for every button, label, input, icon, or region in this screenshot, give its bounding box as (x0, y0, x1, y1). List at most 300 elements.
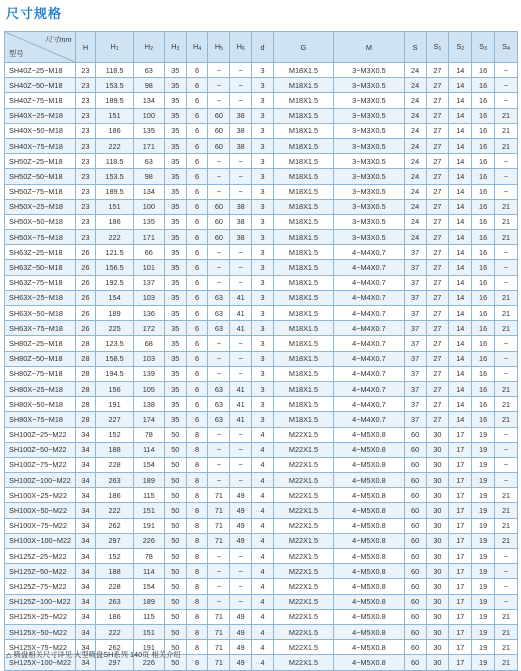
value-cell: 19 (472, 457, 495, 472)
model-cell: SH50X−50−M18 (5, 214, 76, 229)
value-cell: 8 (186, 609, 208, 624)
value-cell: 4 (252, 503, 274, 518)
value-cell: − (208, 564, 230, 579)
value-cell: 28 (75, 366, 96, 381)
value-cell: 8 (186, 442, 208, 457)
table-row (5, 306, 518, 321)
table-row (5, 245, 518, 260)
value-cell: 35 (164, 184, 186, 199)
column-header (96, 32, 133, 63)
value-cell: 14 (449, 397, 472, 412)
value-cell: 30 (426, 609, 449, 624)
value-cell: 16 (472, 336, 495, 351)
value-cell: 27 (426, 381, 449, 396)
value-cell: 14 (449, 336, 472, 351)
model-cell: SH125X−50−M22 (5, 624, 76, 639)
value-cell: M22X1.5 (273, 609, 333, 624)
value-cell: 24 (404, 169, 426, 184)
value-cell: 30 (426, 655, 449, 670)
table-row (5, 138, 518, 153)
value-cell: 34 (75, 655, 96, 670)
value-cell: 14 (449, 290, 472, 305)
value-cell: − (230, 184, 252, 199)
value-cell: 50 (164, 579, 186, 594)
model-cell: SH100Z−50−M22 (5, 442, 76, 457)
value-cell: 4 (252, 579, 274, 594)
value-cell: M18X1.5 (273, 321, 333, 336)
value-cell: 4−M5X0.8 (334, 427, 405, 442)
column-header (273, 32, 333, 63)
column-header-base: d (260, 42, 265, 52)
value-cell: M18X1.5 (273, 214, 333, 229)
value-cell: − (495, 245, 518, 260)
model-cell: SH125Z−50−M22 (5, 564, 76, 579)
value-cell: 297 (96, 655, 133, 670)
value-cell: M18X1.5 (273, 397, 333, 412)
value-cell: 16 (472, 397, 495, 412)
model-cell: SH125Z−75−M22 (5, 579, 76, 594)
value-cell: 37 (404, 321, 426, 336)
value-cell: 50 (164, 427, 186, 442)
value-cell: 174 (133, 412, 164, 427)
column-header-subscript: 2 (150, 46, 153, 52)
model-cell: SH100Z−100−M22 (5, 473, 76, 488)
value-cell: 3 (252, 412, 274, 427)
value-cell: 222 (96, 624, 133, 639)
value-cell: 4−M5X0.8 (334, 442, 405, 457)
value-cell: 21 (495, 381, 518, 396)
value-cell: 34 (75, 533, 96, 548)
value-cell: 186 (96, 488, 133, 503)
value-cell: 263 (96, 594, 133, 609)
value-cell: 34 (75, 549, 96, 564)
value-cell: 4 (252, 473, 274, 488)
value-cell: 21 (495, 290, 518, 305)
value-cell: 186 (96, 123, 133, 138)
value-cell: 19 (472, 655, 495, 670)
value-cell: M22X1.5 (273, 579, 333, 594)
value-cell: 118.5 (96, 154, 133, 169)
model-cell: SH40X−75−M18 (5, 138, 76, 153)
value-cell: 71 (208, 488, 230, 503)
value-cell: 30 (426, 518, 449, 533)
value-cell: − (495, 579, 518, 594)
value-cell: 23 (75, 108, 96, 123)
value-cell: 4−M5X0.8 (334, 640, 405, 655)
value-cell: 35 (164, 321, 186, 336)
value-cell: 4 (252, 427, 274, 442)
value-cell: 171 (133, 138, 164, 153)
value-cell: 21 (495, 123, 518, 138)
value-cell: 8 (186, 427, 208, 442)
value-cell: M22X1.5 (273, 427, 333, 442)
value-cell: 27 (426, 306, 449, 321)
value-cell: 4−M5X0.8 (334, 624, 405, 639)
value-cell: 151 (133, 503, 164, 518)
value-cell: 21 (495, 503, 518, 518)
value-cell: 8 (186, 564, 208, 579)
column-header (495, 32, 518, 63)
value-cell: 189.5 (96, 93, 133, 108)
value-cell: 3−M3X0.5 (334, 78, 405, 93)
value-cell: 4−M4X0.7 (334, 275, 405, 290)
value-cell: 27 (426, 154, 449, 169)
value-cell: 14 (449, 214, 472, 229)
column-header-base: S (502, 42, 508, 51)
value-cell: 60 (404, 442, 426, 457)
column-header (334, 32, 405, 63)
value-cell: 19 (472, 609, 495, 624)
value-cell: 228 (96, 579, 133, 594)
value-cell: − (208, 549, 230, 564)
value-cell: 37 (404, 351, 426, 366)
value-cell: 60 (208, 230, 230, 245)
value-cell: 4−M5X0.8 (334, 549, 405, 564)
value-cell: 34 (75, 640, 96, 655)
value-cell: 16 (472, 290, 495, 305)
value-cell: 3−M3X0.5 (334, 108, 405, 123)
value-cell: 14 (449, 260, 472, 275)
column-header-base: H (236, 42, 242, 51)
value-cell: 98 (133, 169, 164, 184)
value-cell: 35 (164, 214, 186, 229)
value-cell: 4−M5X0.8 (334, 488, 405, 503)
value-cell: 38 (230, 108, 252, 123)
value-cell: 14 (449, 351, 472, 366)
value-cell: − (230, 594, 252, 609)
value-cell: 50 (164, 503, 186, 518)
value-cell: 17 (449, 488, 472, 503)
value-cell: 63 (133, 154, 164, 169)
value-cell: 37 (404, 275, 426, 290)
column-header-subscript: 3 (484, 46, 487, 52)
value-cell: − (495, 549, 518, 564)
value-cell: 19 (472, 549, 495, 564)
footnote: △ 吸盘相关尺寸详见 大型吸盘SH系列 140页 相关介绍 (6, 650, 181, 659)
value-cell: 50 (164, 549, 186, 564)
value-cell: 30 (426, 457, 449, 472)
value-cell: 6 (186, 199, 208, 214)
column-header-subscript: 3 (176, 46, 180, 52)
header-row (5, 32, 518, 63)
value-cell: 16 (472, 275, 495, 290)
value-cell: 34 (75, 579, 96, 594)
value-cell: 17 (449, 503, 472, 518)
table-row (5, 123, 518, 138)
value-cell: 14 (449, 381, 472, 396)
value-cell: 14 (449, 169, 472, 184)
value-cell: − (208, 457, 230, 472)
value-cell: 3 (252, 138, 274, 153)
value-cell: 14 (449, 78, 472, 93)
value-cell: 6 (186, 138, 208, 153)
value-cell: 71 (208, 624, 230, 639)
value-cell: 14 (449, 230, 472, 245)
value-cell: 60 (404, 624, 426, 639)
unit-label: 尺寸mm (44, 35, 72, 44)
value-cell: 14 (449, 199, 472, 214)
table-row (5, 93, 518, 108)
value-cell: M18X1.5 (273, 138, 333, 153)
value-cell: 71 (208, 640, 230, 655)
value-cell: 60 (404, 655, 426, 670)
value-cell: 19 (472, 594, 495, 609)
value-cell: 60 (404, 488, 426, 503)
model-cell: SH63Z−50−M18 (5, 260, 76, 275)
value-cell: − (495, 169, 518, 184)
value-cell: 35 (164, 275, 186, 290)
value-cell: 17 (449, 533, 472, 548)
value-cell: M22X1.5 (273, 594, 333, 609)
value-cell: 3 (252, 321, 274, 336)
value-cell: 50 (164, 442, 186, 457)
value-cell: 16 (472, 412, 495, 427)
value-cell: 4−M5X0.8 (334, 533, 405, 548)
value-cell: 154 (133, 457, 164, 472)
value-cell: 24 (404, 214, 426, 229)
value-cell: 4−M4X0.7 (334, 321, 405, 336)
value-cell: 14 (449, 321, 472, 336)
value-cell: 60 (404, 564, 426, 579)
value-cell: M18X1.5 (273, 351, 333, 366)
value-cell: 98 (133, 78, 164, 93)
value-cell: 188 (96, 564, 133, 579)
table-row (5, 366, 518, 381)
value-cell: 8 (186, 518, 208, 533)
value-cell: 135 (133, 123, 164, 138)
column-header-subscript: 1 (438, 46, 442, 52)
value-cell: M18X1.5 (273, 123, 333, 138)
value-cell: 14 (449, 275, 472, 290)
model-cell: SH80X−75−M18 (5, 412, 76, 427)
value-cell: 24 (404, 93, 426, 108)
value-cell: 172 (133, 321, 164, 336)
value-cell: 4−M4X0.7 (334, 366, 405, 381)
value-cell: 30 (426, 564, 449, 579)
value-cell: 49 (230, 533, 252, 548)
value-cell: 3 (252, 397, 274, 412)
value-cell: 26 (75, 245, 96, 260)
value-cell: 6 (186, 93, 208, 108)
value-cell: 3−M3X0.5 (334, 93, 405, 108)
value-cell: 49 (230, 518, 252, 533)
value-cell: M18X1.5 (273, 260, 333, 275)
value-cell: 156 (96, 381, 133, 396)
value-cell: 16 (472, 138, 495, 153)
value-cell: 66 (133, 245, 164, 260)
value-cell: 23 (75, 78, 96, 93)
value-cell: − (495, 457, 518, 472)
table-row (5, 108, 518, 123)
value-cell: 30 (426, 442, 449, 457)
value-cell: 263 (96, 473, 133, 488)
value-cell: 37 (404, 397, 426, 412)
value-cell: 191 (133, 640, 164, 655)
value-cell: 24 (404, 199, 426, 214)
value-cell: 16 (472, 93, 495, 108)
value-cell: 189 (133, 473, 164, 488)
value-cell: 16 (472, 351, 495, 366)
value-cell: 27 (426, 199, 449, 214)
column-header (133, 32, 164, 63)
value-cell: 49 (230, 609, 252, 624)
table-row (5, 230, 518, 245)
value-cell: 188 (96, 442, 133, 457)
table-row (5, 594, 518, 609)
value-cell: 50 (164, 655, 186, 670)
value-cell: 6 (186, 290, 208, 305)
value-cell: 226 (133, 655, 164, 670)
value-cell: 27 (426, 366, 449, 381)
value-cell: 34 (75, 564, 96, 579)
value-cell: 34 (75, 488, 96, 503)
value-cell: 35 (164, 290, 186, 305)
value-cell: 19 (472, 640, 495, 655)
value-cell: 35 (164, 230, 186, 245)
column-header-base: S (456, 42, 462, 51)
value-cell: 6 (186, 366, 208, 381)
value-cell: 50 (164, 624, 186, 639)
table-row (5, 518, 518, 533)
value-cell: 4 (252, 655, 274, 670)
value-cell: 151 (96, 108, 133, 123)
value-cell: 14 (449, 93, 472, 108)
value-cell: − (495, 351, 518, 366)
value-cell: − (208, 336, 230, 351)
value-cell: − (208, 184, 230, 199)
value-cell: 3 (252, 63, 274, 78)
value-cell: 6 (186, 230, 208, 245)
value-cell: 21 (495, 655, 518, 670)
model-cell: SH63Z−75−M18 (5, 275, 76, 290)
value-cell: 19 (472, 473, 495, 488)
value-cell: 16 (472, 154, 495, 169)
value-cell: 28 (75, 412, 96, 427)
value-cell: 38 (230, 214, 252, 229)
value-cell: − (208, 366, 230, 381)
value-cell: M18X1.5 (273, 245, 333, 260)
value-cell: 8 (186, 549, 208, 564)
value-cell: 21 (495, 640, 518, 655)
value-cell: 228 (96, 457, 133, 472)
value-cell: 4−M4X0.7 (334, 336, 405, 351)
table-row (5, 63, 518, 78)
column-header-subscript: 1 (115, 46, 119, 52)
value-cell: 6 (186, 245, 208, 260)
value-cell: − (230, 260, 252, 275)
value-cell: 27 (426, 321, 449, 336)
model-cell: SH125Z−25−M22 (5, 549, 76, 564)
value-cell: 50 (164, 518, 186, 533)
value-cell: 19 (472, 579, 495, 594)
value-cell: M22X1.5 (273, 488, 333, 503)
value-cell: 17 (449, 442, 472, 457)
value-cell: 3 (252, 93, 274, 108)
value-cell: 8 (186, 488, 208, 503)
value-cell: 24 (404, 63, 426, 78)
value-cell: 49 (230, 640, 252, 655)
value-cell: 24 (404, 78, 426, 93)
value-cell: 4 (252, 457, 274, 472)
value-cell: M22X1.5 (273, 564, 333, 579)
value-cell: 191 (96, 397, 133, 412)
value-cell: 17 (449, 640, 472, 655)
value-cell: − (230, 63, 252, 78)
value-cell: 21 (495, 214, 518, 229)
table-row (5, 154, 518, 169)
value-cell: − (495, 63, 518, 78)
value-cell: 19 (472, 503, 495, 518)
value-cell: 35 (164, 412, 186, 427)
table-row (5, 184, 518, 199)
value-cell: − (495, 473, 518, 488)
value-cell: − (230, 457, 252, 472)
value-cell: 37 (404, 412, 426, 427)
value-cell: 153.5 (96, 169, 133, 184)
value-cell: 30 (426, 533, 449, 548)
value-cell: 3 (252, 214, 274, 229)
value-cell: 35 (164, 123, 186, 138)
value-cell: M22X1.5 (273, 518, 333, 533)
value-cell: 37 (404, 366, 426, 381)
value-cell: 34 (75, 624, 96, 639)
value-cell: 6 (186, 78, 208, 93)
value-cell: 189.5 (96, 184, 133, 199)
value-cell: − (230, 245, 252, 260)
value-cell: 4 (252, 549, 274, 564)
value-cell: 16 (472, 184, 495, 199)
value-cell: 103 (133, 351, 164, 366)
value-cell: 262 (96, 518, 133, 533)
value-cell: 21 (495, 609, 518, 624)
model-cell: SH125X−75−M22 (5, 640, 76, 655)
model-cell: SH40X−25−M18 (5, 108, 76, 123)
table-row (5, 199, 518, 214)
value-cell: 134 (133, 93, 164, 108)
model-label: 型号 (9, 49, 24, 58)
value-cell: 27 (426, 336, 449, 351)
value-cell: 16 (472, 63, 495, 78)
value-cell: 19 (472, 624, 495, 639)
value-cell: 16 (472, 78, 495, 93)
column-header (75, 32, 96, 63)
value-cell: 30 (426, 624, 449, 639)
value-cell: 41 (230, 397, 252, 412)
value-cell: 63 (208, 412, 230, 427)
value-cell: 60 (404, 503, 426, 518)
model-cell: SH80X−25−M18 (5, 381, 76, 396)
value-cell: 16 (472, 230, 495, 245)
value-cell: 227 (96, 412, 133, 427)
value-cell: M18X1.5 (273, 184, 333, 199)
value-cell: − (230, 336, 252, 351)
value-cell: 16 (472, 199, 495, 214)
value-cell: 35 (164, 306, 186, 321)
value-cell: − (230, 564, 252, 579)
value-cell: 17 (449, 564, 472, 579)
value-cell: 16 (472, 123, 495, 138)
value-cell: 16 (472, 321, 495, 336)
value-cell: 225 (96, 321, 133, 336)
value-cell: 4 (252, 488, 274, 503)
value-cell: − (208, 154, 230, 169)
value-cell: 4−M4X0.7 (334, 290, 405, 305)
value-cell: 3−M3X0.5 (334, 214, 405, 229)
value-cell: − (495, 594, 518, 609)
value-cell: − (495, 366, 518, 381)
value-cell: 6 (186, 154, 208, 169)
value-cell: 14 (449, 412, 472, 427)
